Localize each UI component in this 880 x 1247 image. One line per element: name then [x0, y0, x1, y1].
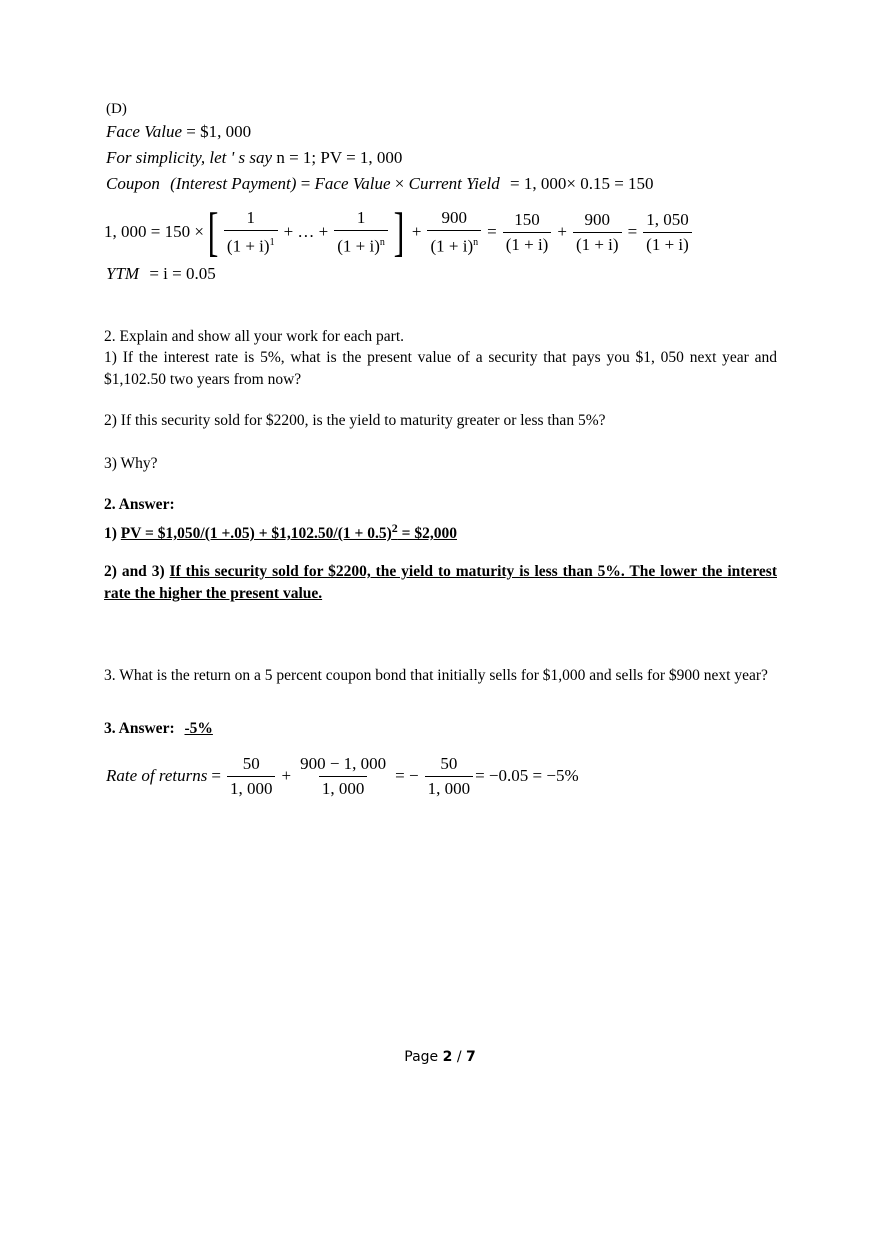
ytm-equation: 1, 000 = 150 × [ $\frac{1}{(1 + i)^1}$ + … + $\frac{1}{(1 + i)^n}$ ] + $\frac{900}{(1 + i)^n}$ = $\frac{150}{(1 + i)}$ + $\frac{900}{(1 + i)}$ = $\frac{1, 050}{(1 + i)}$ [104, 200, 694, 264]
eq-frac-first [224, 208, 278, 257]
eq-frac-150-num: 150 [514, 209, 540, 229]
q3-answer-value: -5% [184, 720, 213, 737]
simplicity-label: For simplicity, let ' s say [106, 148, 273, 167]
eq-sup-n: n [473, 236, 479, 248]
ytm-line [106, 264, 216, 284]
page-footer [0, 1049, 880, 1065]
q2-answer1-prefix: 1) [104, 525, 121, 543]
rr-frac-result-den: 1, 000 [425, 776, 474, 799]
eq-frac-150-den: (1 + i) [503, 232, 552, 255]
face-value-line: Face Value = $1, 000 [106, 122, 252, 141]
eq-frac-900n-den [427, 230, 481, 257]
rate-label: Rate of returns [106, 766, 208, 785]
eq-frac-900-num: 900 [584, 209, 610, 229]
face-value-amount: $1, 000 [200, 122, 252, 141]
face-value-label: Face Value [106, 122, 182, 141]
eq-frac-1050-den: (1 + i) [643, 232, 692, 255]
q2-answer23-text: If this security sold for $2200, the yield to maturity is less than 5%. The lower the interest rate the higher the present value. [104, 563, 777, 602]
ytm-value: = i = 0.05 [149, 264, 216, 283]
q2-answer23-prefix: 2) and 3) [104, 563, 170, 580]
coupon-face-value: Face Value [314, 174, 391, 193]
eq-sup-1: 1 [269, 236, 275, 248]
right-bracket: ] [393, 202, 405, 262]
coupon-current-yield: Current Yield [408, 174, 500, 193]
q2-title: 2. Explain and show all your work for each part. [104, 328, 405, 345]
footer-page-total: 7 [465, 1049, 476, 1065]
rr-result: = −0.05 = −5% [475, 766, 579, 785]
rr-frac-result [425, 754, 474, 799]
rr-frac-coupon-num: 50 [242, 753, 260, 773]
eq-frac-first-den [224, 230, 278, 257]
footer-page-word: Page [404, 1049, 439, 1065]
eq-frac-900-den: (1 + i) [573, 232, 622, 255]
footer-page-number: 2 [442, 1049, 453, 1065]
simplicity-line [106, 148, 402, 168]
eq-frac-900n [427, 208, 481, 257]
coupon-label: Coupon [106, 174, 160, 193]
eq-frac-900 [573, 210, 622, 255]
rr-frac-coupon [227, 754, 276, 799]
eq-frac-150 [503, 210, 552, 255]
simplicity-values: n = 1; PV = 1, 000 [276, 148, 403, 167]
q2-part3: 3) Why? [104, 455, 158, 472]
eq-frac-900n-num: 900 [441, 207, 468, 227]
q2-answer1-formula [120, 521, 457, 543]
eq-frac-nth-num: 1 [356, 207, 366, 227]
q3-answer-title: 3. Answer: [104, 720, 175, 737]
eq-den-text: (1 + i) [226, 236, 270, 256]
eq-frac-1050 [643, 210, 692, 255]
ytm-label: YTM [106, 264, 140, 283]
eq-frac-1050-num: 1, 050 [646, 209, 689, 229]
rr-frac-result-num: 50 [440, 753, 458, 773]
q2-answer1-main: PV = $1,050/(1 +.05) + $1,102.50/(1 + 0.5) [120, 525, 392, 543]
rr-frac-gain-den: 1, 000 [319, 776, 368, 799]
eq-frac-nth [334, 208, 388, 257]
rr-frac-gain [297, 754, 389, 799]
q3-answer [104, 720, 213, 738]
q2-answer23 [104, 561, 777, 605]
rr-frac-gain-num: 900 − 1, 000 [300, 753, 387, 773]
eq-frac-first-num: 1 [246, 207, 255, 227]
left-bracket: [ [207, 202, 219, 262]
eq-lhs: 1, 000 = 150 × [104, 222, 204, 241]
q2-answer1 [104, 517, 777, 545]
q2-part1: 1) If the interest rate is 5%, what is the present value of a security that pays you $1, 050 next year and $1,102.50 two years from now? [104, 349, 777, 388]
q2-answer1-end: = $2,000 [397, 525, 457, 543]
q2-part2: 2) If this security sold for $2200, is the yield to maturity greater or less than 5%? [104, 412, 606, 429]
part-d-label: (D) [106, 101, 127, 117]
eq-den-text: (1 + i) [337, 236, 380, 256]
rr-frac-coupon-den: 1, 000 [227, 776, 276, 799]
eq-den-text: (1 + i) [430, 236, 474, 256]
eq-frac-nth-den [334, 230, 388, 257]
q3-question: 3. What is the return on a 5 percent coupon bond that initially sells for $1,000 and sells for $900 next year? [104, 667, 768, 684]
q2-answer-title: 2. Answer: [104, 496, 175, 513]
coupon-result: = 1, 000× 0.15 = 150 [510, 174, 654, 193]
q2-answer1-sup: 2 [391, 521, 398, 535]
footer-separator: / [456, 1049, 462, 1065]
coupon-line: Coupon (Interest Payment) = Face Value × Current Yield = 1, 000× 0.15 = 150 [106, 174, 654, 193]
eq-sup-n: n [379, 236, 385, 248]
interest-payment-label: (Interest Payment) [170, 174, 297, 193]
rate-of-return-equation: Rate of returns = $\frac{50}{1, 000}$ + $\frac{900 - 1, 000}{1, 000}$ = − $\frac{50}{1, 000}$ = −0.05 = −5% [106, 753, 579, 798]
eq-dots: + … + [283, 222, 329, 241]
